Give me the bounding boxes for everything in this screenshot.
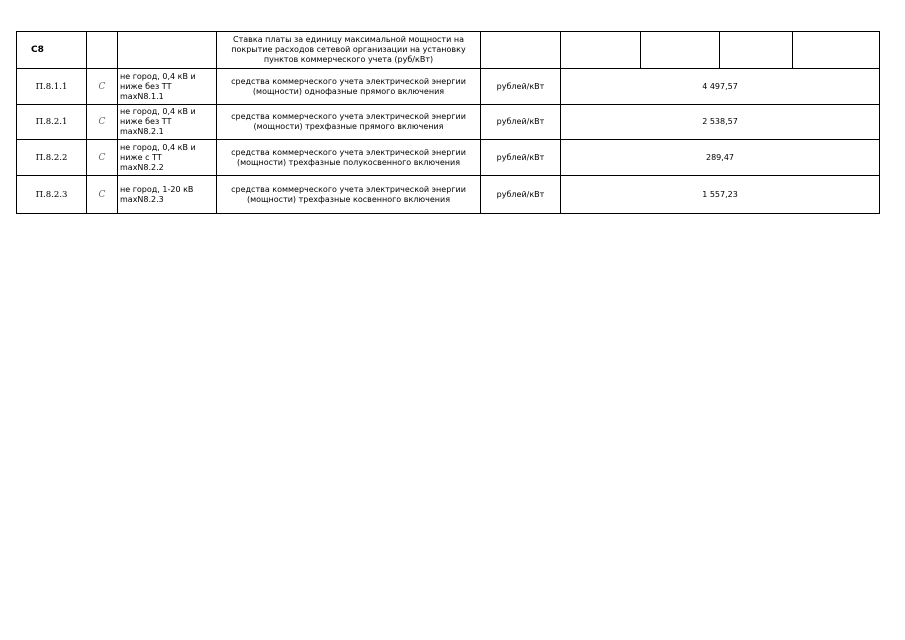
description-line: пунктов коммерческого учета (руб/кВт) xyxy=(263,55,434,64)
empty-cell xyxy=(87,32,118,69)
condition-line: ниже с ТТ xyxy=(120,152,162,162)
description-line: средства коммерческого учета электрической энергии xyxy=(231,76,466,86)
row-condition xyxy=(118,105,217,140)
row-condition xyxy=(118,140,217,176)
condition-line: ниже без ТТ xyxy=(120,117,172,126)
section-header-row xyxy=(17,32,880,69)
description-line: средства коммерческого учета электрической энергии xyxy=(231,112,466,121)
condition-line: ниже без ТТ xyxy=(120,81,172,91)
description-line: Ставка платы за единицу максимальной мощности на xyxy=(233,35,464,44)
row-condition xyxy=(118,176,217,214)
table-row xyxy=(17,105,880,140)
description-line: покрытие расходов сетевой организации на установку xyxy=(231,45,466,54)
empty-cell xyxy=(561,32,641,69)
row-unit: рублей/кВт xyxy=(481,105,561,140)
row-code: П.8.2.3 xyxy=(17,176,87,214)
tariff-table xyxy=(16,31,880,214)
row-symbol: C xyxy=(87,176,118,214)
empty-cell xyxy=(720,32,793,69)
description-line: средства коммерческого учета электрической энергии xyxy=(231,184,466,194)
section-code: С8 xyxy=(17,32,87,69)
description-line: (мощности) однофазные прямого включения xyxy=(252,86,445,96)
table-row xyxy=(17,69,880,105)
condition-line: maxN8.2.2 xyxy=(120,162,164,172)
row-value: 4 497,57 xyxy=(561,69,880,105)
condition-line: maxN8.2.3 xyxy=(120,194,164,204)
description-line: (мощности) трехфазные полукосвенного включения xyxy=(236,157,461,167)
description-line: (мощности) трехфазные косвенного включения xyxy=(246,194,451,204)
row-condition xyxy=(118,69,217,105)
row-description xyxy=(217,105,481,140)
row-description xyxy=(217,140,481,176)
condition-line: не город, 1-20 кВ xyxy=(120,184,194,194)
empty-cell xyxy=(481,32,561,69)
row-value: 2 538,57 xyxy=(561,105,880,140)
empty-cell xyxy=(641,32,720,69)
condition-line: не город, 0,4 кВ и xyxy=(120,71,196,81)
row-unit: рублей/кВт xyxy=(481,69,561,105)
row-unit: рублей/кВт xyxy=(481,176,561,214)
description-line: (мощности) трехфазные прямого включения xyxy=(253,122,444,131)
row-code: П.8.2.2 xyxy=(17,140,87,176)
row-symbol: C xyxy=(87,69,118,105)
condition-line: maxN8.1.1 xyxy=(120,91,164,101)
tariff-sheet xyxy=(16,31,880,214)
table-row xyxy=(17,140,880,176)
row-value: 289,47 xyxy=(561,140,880,176)
empty-cell xyxy=(118,32,217,69)
row-description xyxy=(217,69,481,105)
row-symbol: C xyxy=(87,140,118,176)
table-row xyxy=(17,176,880,214)
section-description xyxy=(217,32,481,69)
row-code: П.8.2.1 xyxy=(17,105,87,140)
description-line: средства коммерческого учета электрической энергии xyxy=(231,147,466,157)
condition-line: не город, 0,4 кВ и xyxy=(120,107,196,116)
empty-cell xyxy=(793,32,880,69)
row-symbol: C xyxy=(87,105,118,140)
condition-line: maxN8.2.1 xyxy=(120,127,164,136)
condition-line: не город, 0,4 кВ и xyxy=(120,142,196,152)
row-unit: рублей/кВт xyxy=(481,140,561,176)
row-code: П.8.1.1 xyxy=(17,69,87,105)
row-description xyxy=(217,176,481,214)
row-value: 1 557,23 xyxy=(561,176,880,214)
